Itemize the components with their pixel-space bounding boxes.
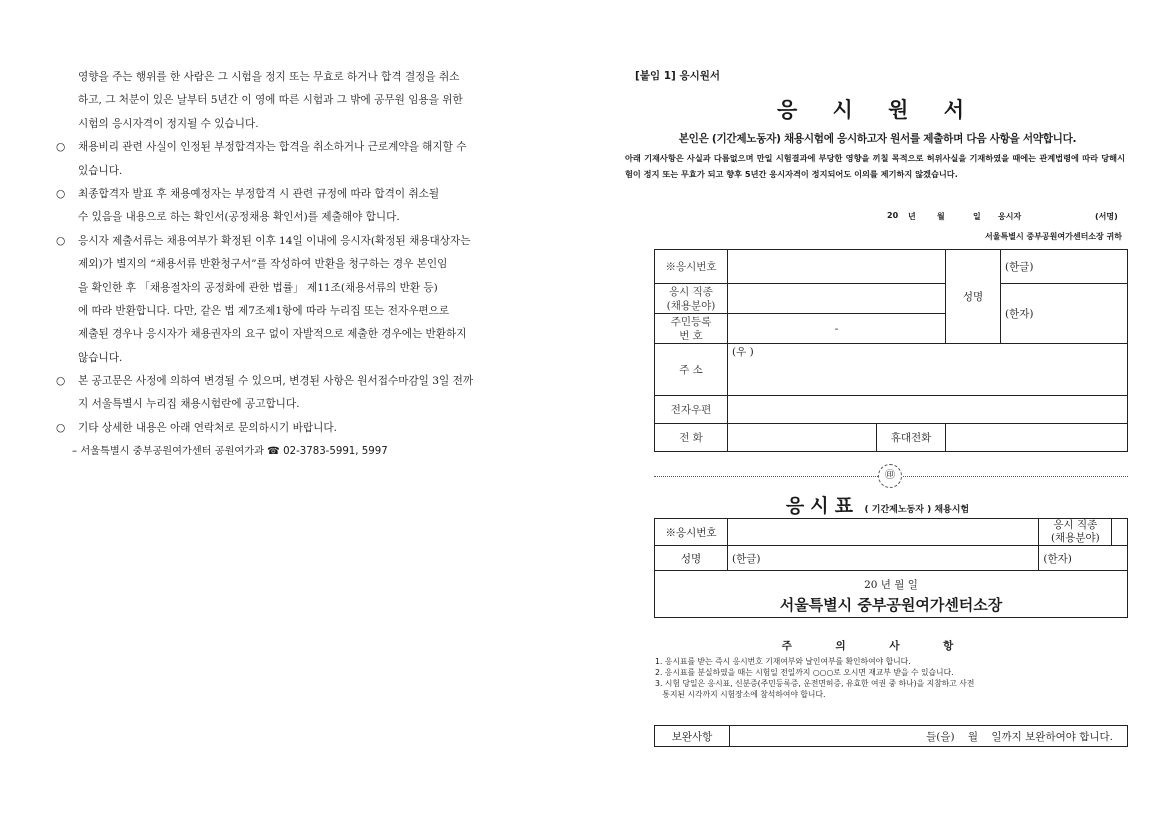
text-line: 기타 상세한 내용은 아래 연락처로 문의하시기 바랍니다.	[78, 421, 337, 434]
notice-text-column	[58, 66, 548, 464]
ticket-name-hanja-field[interactable]: (한자)	[1039, 546, 1128, 571]
year-prefix: 20	[887, 211, 899, 220]
caution-item: 통지된 시각까지 시험장소에 참석하여야 합니다.	[655, 690, 826, 699]
circle-bullet-icon: ○	[56, 421, 66, 434]
caution-item: 1. 응시표를 받는 즉시 응시번호 기재여부와 날인여부를 확인하여야 합니다.	[655, 657, 911, 666]
text-line: 을 확인한 후 「채용절차의 공정화에 관한 법률」 제11조(채용서류의 반환 등)	[78, 281, 438, 294]
ticket-job-type-label	[1039, 519, 1112, 546]
caution-item: 3. 시험 당일은 응시표, 신분증(주민등록증, 운전면허증, 유효한 여권 중 하나)을 지참하고 사전	[655, 679, 975, 688]
job-type-field[interactable]	[728, 284, 946, 314]
exam-number-label: ※응시번호	[655, 250, 728, 284]
ticket-table	[654, 518, 1128, 618]
day-unit: 일	[973, 212, 981, 221]
text-line: 제외)가 별지의 “채용서류 반환청구서”를 작성하여 반환을 청구하는 경우 본인임	[78, 258, 448, 271]
name-label: 성명	[946, 250, 1001, 344]
ticket-name-korean-field[interactable]: (한글)	[728, 546, 1039, 571]
sign-label: (서명)	[1095, 212, 1118, 221]
mobile-field[interactable]	[946, 424, 1128, 452]
applicant-info-table	[654, 249, 1128, 452]
supplement-field[interactable]: 들(을) 월 일까지 보완하여야 합니다.	[730, 726, 1128, 747]
paragraph-3	[58, 183, 548, 230]
name-hanja-field[interactable]: (한자)	[1001, 284, 1128, 344]
address-label: 주 소	[655, 344, 728, 396]
seal-stamp-icon: ㊞	[878, 464, 902, 488]
paragraph-4	[58, 230, 548, 370]
year-unit: 년	[908, 212, 916, 221]
phone-label: 전 화	[655, 424, 728, 452]
circle-bullet-icon: ○	[56, 187, 66, 200]
text-line: 제출된 경우나 응시자가 채용권자의 요구 없이 자발적으로 제출한 경우에는 반환하지	[78, 328, 467, 341]
job-type-line2: (채용분야)	[666, 299, 716, 312]
oath-statement: 본인은 (기간제노동자) 채용시험에 응시하고자 원서를 제출하며 다음 사항을 서약합니다.	[678, 133, 1077, 145]
text-line: 있습니다.	[78, 164, 123, 177]
caution-item: 2. 응시표를 분실하였을 때는 시험일 전일까지 ○○○로 오시면 재교부 받을 수 있습니다.	[655, 668, 954, 677]
name-korean-field[interactable]: (한글)	[1001, 250, 1128, 284]
contact-info: – 서울특별시 중부공원여가센터 공원여가과 ☎ 02-3783-5991, 5997	[72, 446, 388, 458]
ticket-name-label: 성명	[655, 546, 728, 571]
circle-bullet-icon: ○	[56, 234, 66, 247]
attachment-label: [붙임 1] 응시원서	[635, 70, 721, 82]
text-line: 시험의 응시자격이 정지될 수 있습니다.	[78, 117, 259, 130]
resident-line2: 번 호	[679, 329, 703, 342]
ticket-job-type-field[interactable]	[1112, 519, 1128, 546]
month-unit: 월	[937, 212, 945, 221]
paragraph-5	[58, 370, 548, 417]
resident-number-label	[655, 314, 728, 344]
address-field[interactable]: (우 )	[728, 344, 1128, 396]
text-line: 채용비리 관련 사실이 인정된 부정합격자는 합격을 취소하거나 근로계약을 해지할 수	[78, 141, 467, 154]
text-line: 지 서울특별시 누리집 채용시험란에 공고합니다.	[78, 398, 300, 411]
circle-bullet-icon: ○	[56, 375, 66, 388]
supplement-table	[654, 725, 1128, 747]
circle-bullet-icon: ○	[56, 141, 66, 154]
ticket-exam-number-label: ※응시번호	[655, 519, 728, 546]
notice-text: 아래 기재사항은 사실과 다름없으며 만일 시험결과에 부당한 영향을 끼칠 목적으로 허위사실을 기재하였을 때에는 관계법령에 따라 당해시험이 정지 또는 무효가 되고 향후 5년간 응시자격이 정지되어도 이의를 제기하지 않겠습니다.	[625, 153, 1125, 179]
form-title: 응 시 원 서	[776, 98, 979, 122]
ticket-issue-block	[655, 571, 1128, 618]
phone-field[interactable]	[728, 424, 877, 452]
ticket-title-sub: ( 기간제노동자 ) 채용시험	[864, 505, 970, 515]
job-type-label	[655, 284, 728, 314]
text-line: 본 공고문은 사정에 의하여 변경될 수 있으며, 변경된 사항은 원서접수마감일 3일 전까	[78, 375, 474, 388]
ticket-exam-number-field[interactable]	[728, 519, 1039, 546]
text-line: 영향을 주는 행위를 한 사람은 그 시험을 정지 또는 무효로 하거나 합격 결정을 취소	[78, 71, 460, 83]
job-type-line1: 응시 직종	[669, 285, 713, 298]
paragraph-2	[58, 136, 548, 183]
ticket-title-main: 응시표	[785, 495, 859, 517]
mobile-label: 휴대전화	[877, 424, 946, 452]
addressee: 서울특별시 중부공원여가센터소장 귀하	[985, 232, 1122, 241]
exam-number-field[interactable]	[728, 250, 946, 284]
ticket-title	[625, 491, 1130, 518]
paragraph-6	[58, 417, 548, 440]
caution-list	[655, 656, 1125, 700]
ticket-issuer: 서울특별시 중부공원여가센터소장	[779, 596, 1003, 614]
text-line: 응시자 제출서류는 채용여부가 확정된 이후 14일 이내에 응시자(확정된 채용대상자는	[78, 234, 471, 247]
applicant-label: 응시자	[998, 212, 1022, 221]
caution-title: 주 의 사 항	[781, 640, 974, 652]
text-line: 에 따라 반환합니다. 다만, 같은 법 제7조제1항에 따라 누리집 또는 전자우편으로	[78, 304, 450, 317]
email-label: 전자우편	[655, 396, 728, 424]
resident-number-field[interactable]: -	[728, 314, 946, 344]
text-line: 하고, 그 처분이 있은 날부터 5년간 이 영에 따른 시험과 그 밖에 공무원 임용을 위한	[78, 94, 463, 107]
email-field[interactable]	[728, 396, 1128, 424]
text-line: 않습니다.	[78, 351, 123, 364]
paragraph-1	[58, 66, 548, 136]
text-line: 수 있음을 내용으로 하는 확인서(공정채용 확인서)를 제출해야 합니다.	[78, 211, 400, 224]
ticket-job-type-line2: (채용분야)	[1050, 532, 1100, 544]
supplement-label: 보완사항	[655, 726, 730, 747]
ticket-job-type-line1: 응시 직종	[1053, 519, 1098, 531]
ticket-date: 20 년 월 일	[864, 579, 918, 591]
text-line: 최종합격자 발표 후 채용예정자는 부정합격 시 관련 규정에 따라 합격이 취소될	[78, 187, 440, 200]
resident-line1: 주민등록	[670, 315, 712, 328]
